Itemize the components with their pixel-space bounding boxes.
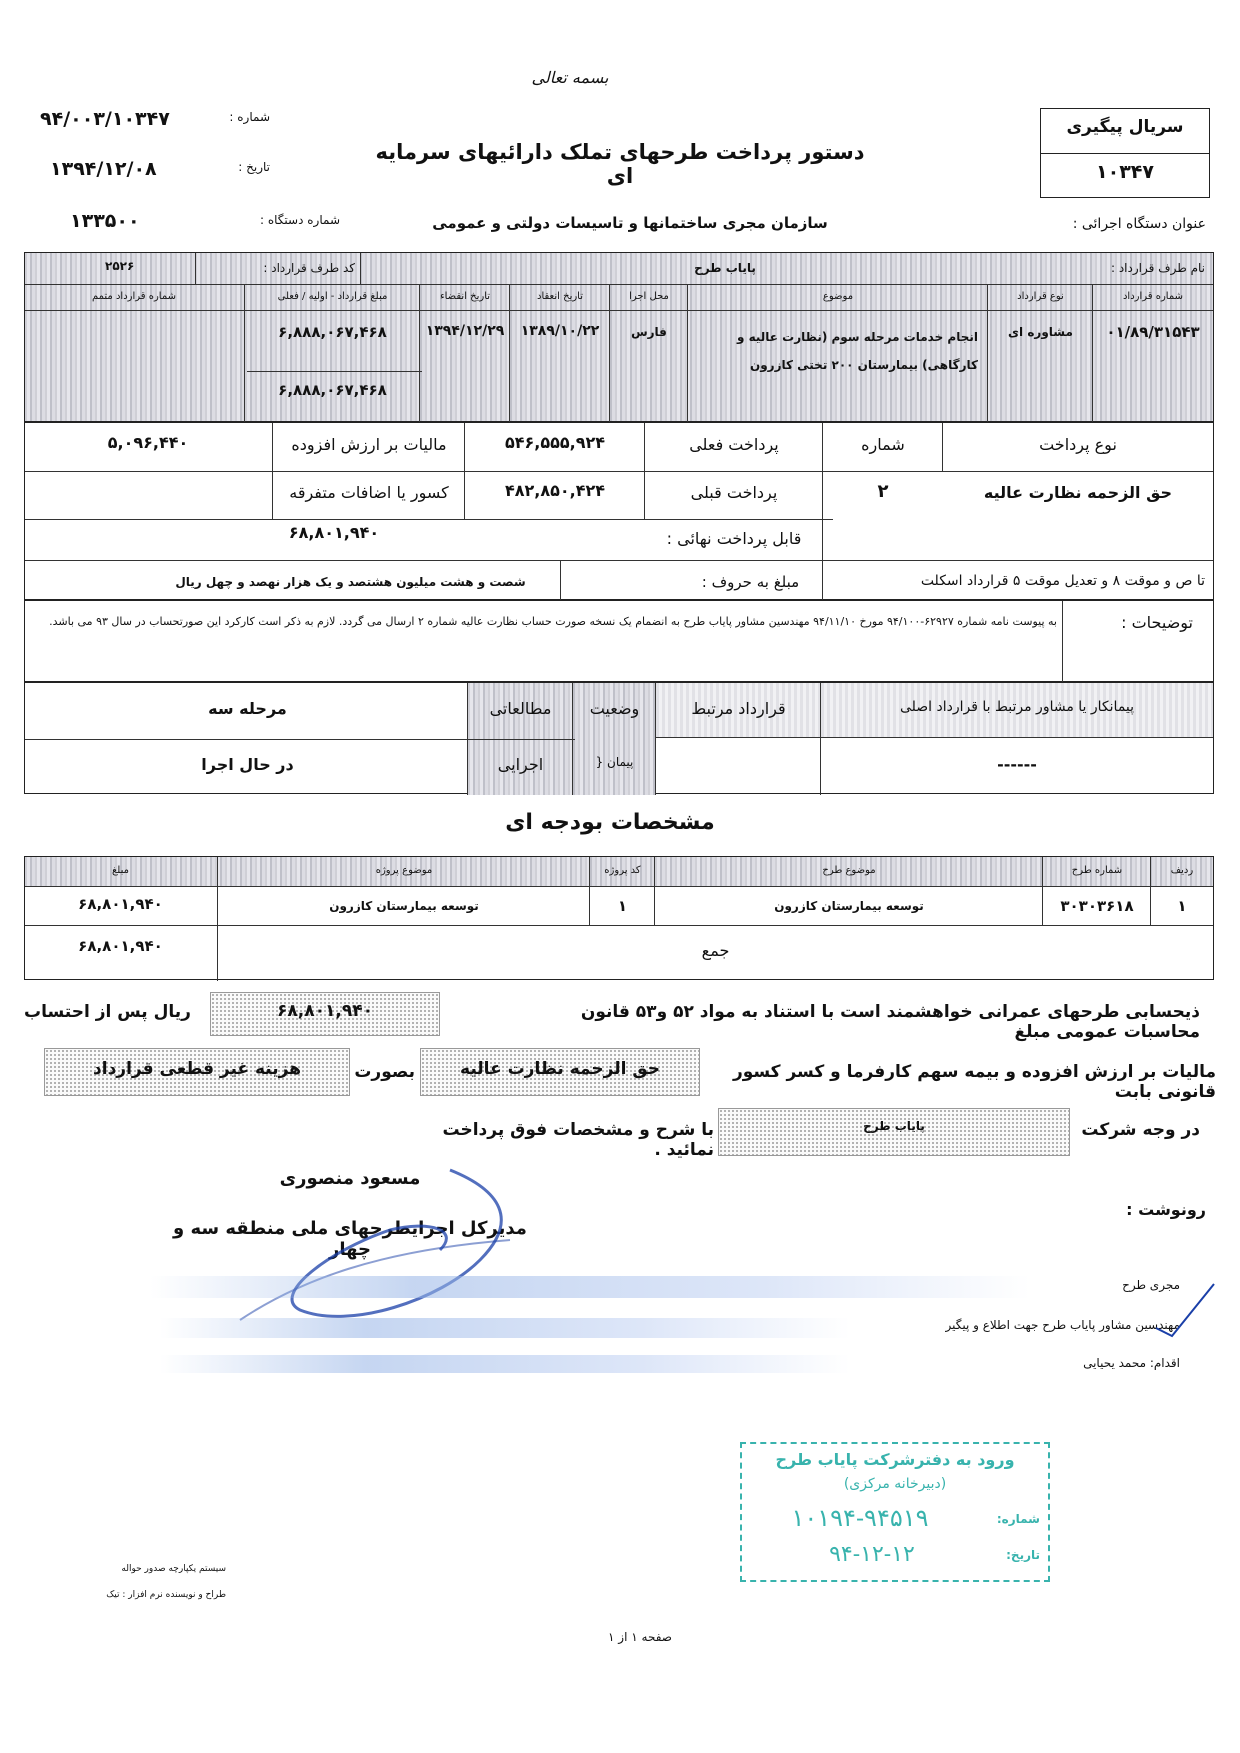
remarks-box — [24, 600, 1214, 682]
contract-label: پیمان { — [595, 755, 634, 769]
subject-value: انجام خدمات مرحله سوم (نظارت عالیه و کارگاهی) بیمارستان ۲۰۰ تختی کازرون — [736, 330, 978, 372]
previous-payment-label: پرداخت قبلی — [690, 483, 778, 502]
amount-initial-value: ۶,۸۸۸,۰۶۷,۴۶۸ — [278, 323, 387, 341]
blur-band — [160, 1318, 850, 1338]
previous-payment-value: ۴۸۲,۸۵۰,۴۲۴ — [504, 481, 606, 500]
study-label: مطالعاتی — [489, 699, 552, 718]
final-payable-label: قابل پرداخت نهائی : — [666, 529, 802, 548]
words-label: مبلغ به حروف : — [701, 573, 800, 591]
bismillah: بسمه تعالی — [531, 68, 609, 87]
receipt-stamp — [740, 1442, 1050, 1582]
budget-col-index: ردیف — [1170, 865, 1194, 876]
budget-row-index: ۱ — [1177, 897, 1187, 915]
date-value: ۱۳۹۴/۱۲/۰۸ — [50, 158, 157, 180]
contractor-label: پیمانکار یا مشاور مرتبط با قرارداد اصلی — [899, 699, 1135, 715]
budget-col-amount: مبلغ — [111, 865, 129, 876]
status-table — [24, 682, 1214, 794]
budget-col-project-subject: موضوع پروژه — [375, 865, 433, 876]
stamp-line2: (دبیرخانه مرکزی) — [843, 1476, 947, 1492]
number-value: ۹۴/۰۰۳/۱۰۳۴۷ — [40, 108, 170, 130]
contractor-value: ------ — [997, 755, 1037, 774]
exec-label: اجرایی — [497, 755, 544, 774]
stamp-number-value: ۱۰۱۹۴-۹۴۵۱۹ — [791, 1504, 929, 1532]
payment-number-label: شماره — [861, 435, 905, 454]
col-subject: موضوع — [822, 291, 854, 302]
serial-box — [1040, 108, 1210, 198]
date-row — [40, 158, 270, 184]
related-contract-label: قرارداد مرتبط — [691, 699, 786, 718]
budget-total-value: ۶۸,۸۰۱,۹۴۰ — [78, 937, 163, 955]
col-contract-type: نوع قرارداد — [1017, 291, 1064, 302]
order-line3-start: در وجه شرکت — [1081, 1120, 1200, 1140]
budget-total-label: جمع — [701, 941, 730, 960]
payment-type-value: حق الزحمه نظارت عالیه — [983, 483, 1173, 502]
col-amount: مبلغ قرارداد - اولیه / فعلی — [277, 291, 388, 302]
party-code-value: ۲۵۲۶ — [105, 259, 135, 273]
order-line3-end: با شرح و مشخصات فوق پرداخت نمائید . — [442, 1120, 714, 1160]
current-payment-label: پرداخت فعلی — [689, 435, 779, 454]
exec-org-value: سازمان مجری ساختمانها و تاسیسات دولتی و عمومی — [432, 214, 828, 232]
location-value: فارس — [631, 325, 667, 339]
party-name-label: نام طرف قرارداد : — [1110, 261, 1205, 275]
budget-row-project-code: ۱ — [617, 897, 628, 915]
budget-col-plan-subject: موضوع طرح — [822, 865, 876, 876]
order-line2-text: مالیات بر ارزش افزوده و بیمه سهم کارفرما و کسر کسور قانونی بابت — [732, 1062, 1216, 1102]
date-label: تاریخ : — [238, 160, 270, 174]
payment-table — [24, 422, 1214, 600]
check-mark-icon — [1150, 1280, 1220, 1340]
order-line1-text: ذیحسابی طرحهای عمرانی خواهشمند است با استناد به مواد ۵۲ و۵۳ قانون محاسبات عمومی مبلغ — [580, 1002, 1200, 1042]
order-line2-type: هزینه غیر قطعی قرارداد — [44, 1048, 350, 1096]
party-code-label: کد طرف قرارداد : — [263, 261, 355, 275]
order-line2-mid: بصورت — [354, 1062, 415, 1082]
start-date-value: ۱۳۸۹/۱۰/۲۲ — [520, 323, 600, 339]
order-line2-subject: حق الزحمه نظارت عالیه — [420, 1048, 700, 1096]
end-date-value: ۱۳۹۴/۱۲/۲۹ — [425, 323, 505, 339]
footer-system2: طراح و نویسنده نرم افزار : تیک — [106, 1590, 226, 1600]
phase-value: مرحله سه — [208, 699, 287, 718]
signatory-name: مسعود منصوری — [279, 1168, 421, 1189]
page-number: صفحه ۱ از ۱ — [608, 1630, 672, 1644]
cc-item: مهندسین مشاور پایاب طرح جهت اطلاع و پیگیر — [945, 1318, 1180, 1332]
contract-type-value: مشاوره ای — [1008, 325, 1073, 339]
stamp-date-label: تاریخ: — [1006, 1548, 1040, 1562]
budget-row-project-subject: توسعه بیمارستان کازرون — [329, 899, 479, 913]
signatory-title: مدیرکل اجرایطرحهای ملی منطقه سه و چهار — [173, 1218, 527, 1260]
remarks-text: به پیوست نامه شماره ۶۲۹۲۷-۹۴/۱۰۰ مورخ ۹۴/۱۱/۱۰ مهندسین مشاور پایاب طرح به انضمام یک نسخه صورت حساب نظارت عالیه شماره ۲ ارسال می گردد. لازم به ذکر است کارکرد این صورتحساب در سال ۹۳ می باشد. — [49, 615, 1057, 628]
col-location: محل اجرا — [629, 291, 669, 302]
number-row — [40, 108, 270, 134]
budget-row-plan-no: ۳۰۳۰۳۶۱۸ — [1060, 897, 1134, 915]
payment-note: تا ص و موقت ۸ و تعدیل موقت ۵ قرارداد اسکلت — [920, 573, 1205, 589]
vat-label: مالیات بر ارزش افزوده — [291, 435, 447, 454]
party-name-value: پایاب طرح — [694, 261, 756, 275]
col-end-date: تاریخ انقضاء — [439, 291, 491, 302]
cc-item: اقدام: محمد یحیایی — [1083, 1356, 1180, 1370]
final-payable-value: ۶۸,۸۰۱,۹۴۰ — [288, 523, 380, 542]
budget-col-plan-no: شماره طرح — [1071, 865, 1123, 876]
page-title: دستور پرداخت طرحهای تملک دارائیهای سرمایه ای — [375, 140, 865, 188]
serial-value: ۱۰۳۴۷ — [1096, 161, 1154, 183]
serial-label: سریال پیگیری — [1066, 117, 1184, 137]
contract-table — [24, 252, 1214, 422]
budget-table — [24, 856, 1214, 980]
stamp-number-label: شماره: — [996, 1512, 1040, 1526]
deductions-label: کسور یا اضافات متفرقه — [289, 483, 449, 502]
stamp-line1: ورود به دفترشرکت پایاب طرح — [775, 1450, 1015, 1469]
col-appendix-no: شماره قرارداد متمم — [91, 291, 177, 302]
col-start-date: تاریخ انعقاد — [536, 291, 584, 302]
device-number-row — [40, 210, 340, 236]
order-line1-amount: ۶۸,۸۰۱,۹۴۰ — [210, 992, 440, 1036]
current-payment-value: ۵۴۶,۵۵۵,۹۲۴ — [504, 433, 606, 452]
order-line3-company: پایاب طرح — [718, 1108, 1070, 1156]
number-label: شماره : — [229, 110, 270, 124]
cc-item: مجری طرح — [1122, 1278, 1180, 1292]
remarks-label: توضیحات : — [1121, 613, 1193, 632]
budget-title: مشخصات بودجه ای — [505, 810, 715, 835]
words-value: شصت و هشت میلیون هشتصد و یک هزار نهصد و چهل ریال — [175, 575, 526, 589]
amount-current-value: ۶,۸۸۸,۰۶۷,۴۶۸ — [278, 381, 387, 399]
budget-row-amount: ۶۸,۸۰۱,۹۴۰ — [78, 895, 163, 913]
cc-label: رونوشت : — [1126, 1200, 1206, 1219]
state-value: در حال اجرا — [201, 755, 294, 774]
col-contract-no: شماره قرارداد — [1122, 291, 1184, 302]
order-line1-end: ریال پس از احتساب — [24, 1002, 191, 1022]
budget-col-project-code: کد پروژه — [604, 865, 641, 876]
contract-no-value: ۰۱/۸۹/۳۱۵۴۳ — [1106, 323, 1200, 341]
footer-system1: سیستم یکپارچه صدور حواله — [121, 1564, 226, 1574]
status-label: وضعیت — [589, 699, 640, 718]
device-number-label: شماره دستگاه : — [260, 213, 340, 227]
vat-value: ۵,۰۹۶,۴۴۰ — [107, 433, 189, 452]
stamp-date-value: ۹۴-۱۲-۱۲ — [829, 1542, 915, 1567]
blur-band — [150, 1276, 1030, 1298]
payment-type-label: نوع پرداخت — [1039, 435, 1117, 454]
exec-org-label: عنوان دستگاه اجرائی : — [1072, 216, 1206, 232]
payment-number-value: ۲ — [877, 481, 889, 502]
blur-band — [160, 1355, 850, 1373]
signature-scribble-icon — [180, 1130, 580, 1340]
device-number-value: ۱۳۳۵۰۰ — [70, 210, 140, 232]
budget-row-plan-subject: توسعه بیمارستان کازرون — [774, 899, 924, 913]
